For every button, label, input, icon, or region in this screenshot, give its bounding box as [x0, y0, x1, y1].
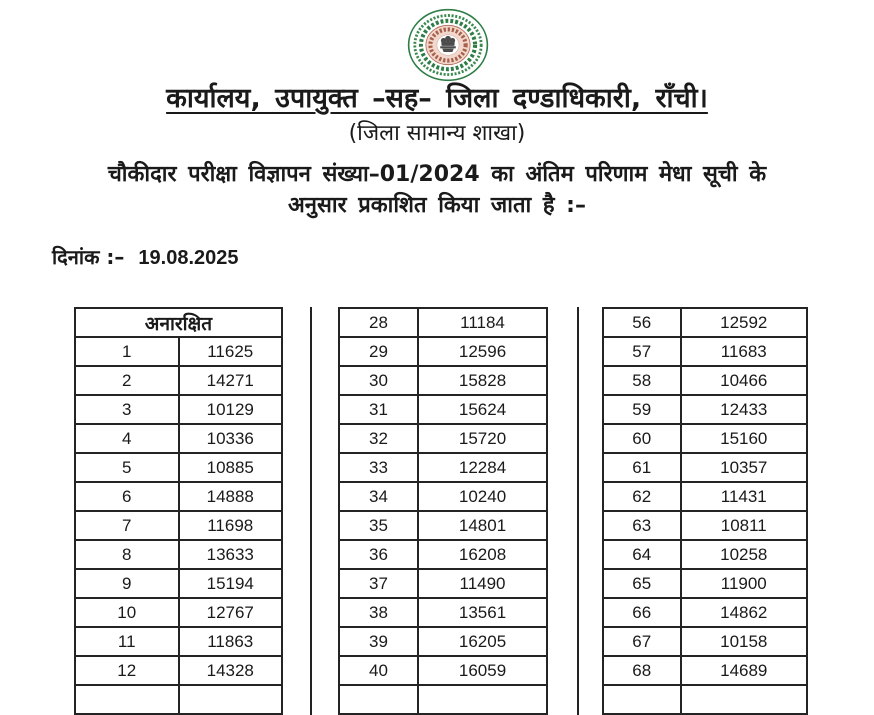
table-row	[603, 656, 807, 685]
roll-number-cell: 12596	[418, 337, 547, 366]
table-row	[339, 540, 547, 569]
serial-number-cell: 60	[603, 424, 681, 453]
notice-line-1: चौकीदार परीक्षा विज्ञापन संख्या–01/2024 का अंतिम परिणाम मेधा सूची के	[107, 162, 767, 187]
roll-number-cell: 10258	[681, 540, 807, 569]
table-row	[603, 308, 807, 337]
table-row-partial	[603, 685, 807, 714]
roll-number-cell: 14271	[179, 366, 283, 395]
notice-line-2: अनुसार प्रकाशित किया जाता है :–	[288, 193, 586, 218]
table-row	[339, 511, 547, 540]
table-row	[339, 395, 547, 424]
serial-number-cell: 11	[75, 627, 179, 656]
serial-number-cell: 63	[603, 511, 681, 540]
table-row	[75, 540, 282, 569]
roll-number-cell: 12433	[681, 395, 807, 424]
serial-number-cell: 61	[603, 453, 681, 482]
serial-number-cell: 58	[603, 366, 681, 395]
table-row	[339, 308, 547, 337]
table-row	[603, 540, 807, 569]
roll-number-cell: 10466	[681, 366, 807, 395]
serial-number-cell: 1	[75, 337, 179, 366]
merit-table	[602, 307, 808, 715]
table-separator-line	[577, 307, 579, 715]
roll-number-cell: 11683	[681, 337, 807, 366]
empty-cell	[339, 685, 418, 714]
serial-number-cell: 59	[603, 395, 681, 424]
serial-number-cell: 66	[603, 598, 681, 627]
empty-cell	[75, 685, 179, 714]
roll-number-cell: 10158	[681, 627, 807, 656]
roll-number-cell: 13633	[179, 540, 283, 569]
roll-number-cell: 10129	[179, 395, 283, 424]
table-row	[75, 598, 282, 627]
serial-number-cell: 39	[339, 627, 418, 656]
roll-number-cell: 12767	[179, 598, 283, 627]
serial-number-cell: 65	[603, 569, 681, 598]
table-row	[75, 511, 282, 540]
serial-number-cell: 67	[603, 627, 681, 656]
table-row	[339, 627, 547, 656]
table-row	[339, 482, 547, 511]
table-row	[339, 366, 547, 395]
table-row	[603, 424, 807, 453]
roll-number-cell: 16208	[418, 540, 547, 569]
roll-number-cell: 14888	[179, 482, 283, 511]
serial-number-cell: 32	[339, 424, 418, 453]
table-row	[75, 453, 282, 482]
roll-number-cell: 11431	[681, 482, 807, 511]
roll-number-cell: 15624	[418, 395, 547, 424]
table-row	[603, 395, 807, 424]
serial-number-cell: 5	[75, 453, 179, 482]
roll-number-cell: 13561	[418, 598, 547, 627]
table-row	[603, 569, 807, 598]
roll-number-cell: 14862	[681, 598, 807, 627]
table-row	[339, 569, 547, 598]
roll-number-cell: 11184	[418, 308, 547, 337]
table-row	[75, 366, 282, 395]
serial-number-cell: 6	[75, 482, 179, 511]
roll-number-cell: 15720	[418, 424, 547, 453]
roll-number-cell: 11863	[179, 627, 283, 656]
merit-table	[338, 307, 548, 715]
serial-number-cell: 29	[339, 337, 418, 366]
roll-number-cell: 11490	[418, 569, 547, 598]
roll-number-cell: 10336	[179, 424, 283, 453]
roll-number-cell: 15160	[681, 424, 807, 453]
serial-number-cell: 9	[75, 569, 179, 598]
roll-number-cell: 11698	[179, 511, 283, 540]
date-label: दिनांक :–	[52, 245, 125, 269]
roll-number-cell: 10811	[681, 511, 807, 540]
roll-number-cell: 15828	[418, 366, 547, 395]
table-row	[339, 424, 547, 453]
branch-subtitle: (जिला सामान्य शाखा)	[348, 121, 526, 146]
serial-number-cell: 37	[339, 569, 418, 598]
merit-table-unreserved	[74, 307, 283, 715]
date-line	[52, 243, 239, 270]
serial-number-cell: 40	[339, 656, 418, 685]
serial-number-cell: 10	[75, 598, 179, 627]
date-value: 19.08.2025	[138, 247, 239, 269]
office-title: कार्यालय, उपायुक्त –सह– जिला दण्डाधिकारी, राँची।	[166, 83, 708, 114]
serial-number-cell: 33	[339, 453, 418, 482]
government-seal-emblem	[407, 8, 489, 82]
table-row	[75, 424, 282, 453]
empty-cell	[603, 685, 681, 714]
empty-cell	[418, 685, 547, 714]
table-row	[603, 511, 807, 540]
table-row	[75, 482, 282, 511]
serial-number-cell: 34	[339, 482, 418, 511]
roll-number-cell: 14328	[179, 656, 283, 685]
serial-number-cell: 3	[75, 395, 179, 424]
roll-number-cell: 10885	[179, 453, 283, 482]
merit-table-right	[602, 307, 808, 715]
table-row	[75, 569, 282, 598]
roll-number-cell: 16059	[418, 656, 547, 685]
serial-number-cell: 36	[339, 540, 418, 569]
empty-cell	[179, 685, 283, 714]
category-header-cell: अनारक्षित	[75, 308, 282, 337]
serial-number-cell: 2	[75, 366, 179, 395]
table-row	[603, 366, 807, 395]
merit-list-tables	[0, 307, 874, 715]
empty-cell	[681, 685, 807, 714]
table-row	[603, 627, 807, 656]
serial-number-cell: 57	[603, 337, 681, 366]
serial-number-cell: 30	[339, 366, 418, 395]
serial-number-cell: 31	[339, 395, 418, 424]
table-row	[603, 337, 807, 366]
roll-number-cell: 12592	[681, 308, 807, 337]
serial-number-cell: 28	[339, 308, 418, 337]
table-row	[339, 656, 547, 685]
serial-number-cell: 8	[75, 540, 179, 569]
table-row	[339, 598, 547, 627]
notice-text	[0, 159, 874, 221]
table-row	[339, 337, 547, 366]
roll-number-cell: 10240	[418, 482, 547, 511]
table-row	[603, 453, 807, 482]
table-row	[603, 598, 807, 627]
roll-number-cell: 14801	[418, 511, 547, 540]
table-row	[339, 453, 547, 482]
roll-number-cell: 11625	[179, 337, 283, 366]
merit-table	[74, 307, 283, 715]
table-row	[75, 395, 282, 424]
serial-number-cell: 35	[339, 511, 418, 540]
table-row	[75, 627, 282, 656]
table-row	[603, 482, 807, 511]
table-row-partial	[75, 685, 282, 714]
serial-number-cell: 64	[603, 540, 681, 569]
roll-number-cell: 11900	[681, 569, 807, 598]
merit-table-middle	[338, 307, 548, 715]
table-row-partial	[339, 685, 547, 714]
roll-number-cell: 14689	[681, 656, 807, 685]
table-separator-line	[310, 307, 312, 715]
roll-number-cell: 12284	[418, 453, 547, 482]
roll-number-cell: 10357	[681, 453, 807, 482]
serial-number-cell: 68	[603, 656, 681, 685]
serial-number-cell: 56	[603, 308, 681, 337]
serial-number-cell: 7	[75, 511, 179, 540]
table-header-row	[75, 308, 282, 337]
roll-number-cell: 16205	[418, 627, 547, 656]
serial-number-cell: 4	[75, 424, 179, 453]
roll-number-cell: 15194	[179, 569, 283, 598]
serial-number-cell: 62	[603, 482, 681, 511]
serial-number-cell: 38	[339, 598, 418, 627]
table-row	[75, 337, 282, 366]
table-row	[75, 656, 282, 685]
serial-number-cell: 12	[75, 656, 179, 685]
